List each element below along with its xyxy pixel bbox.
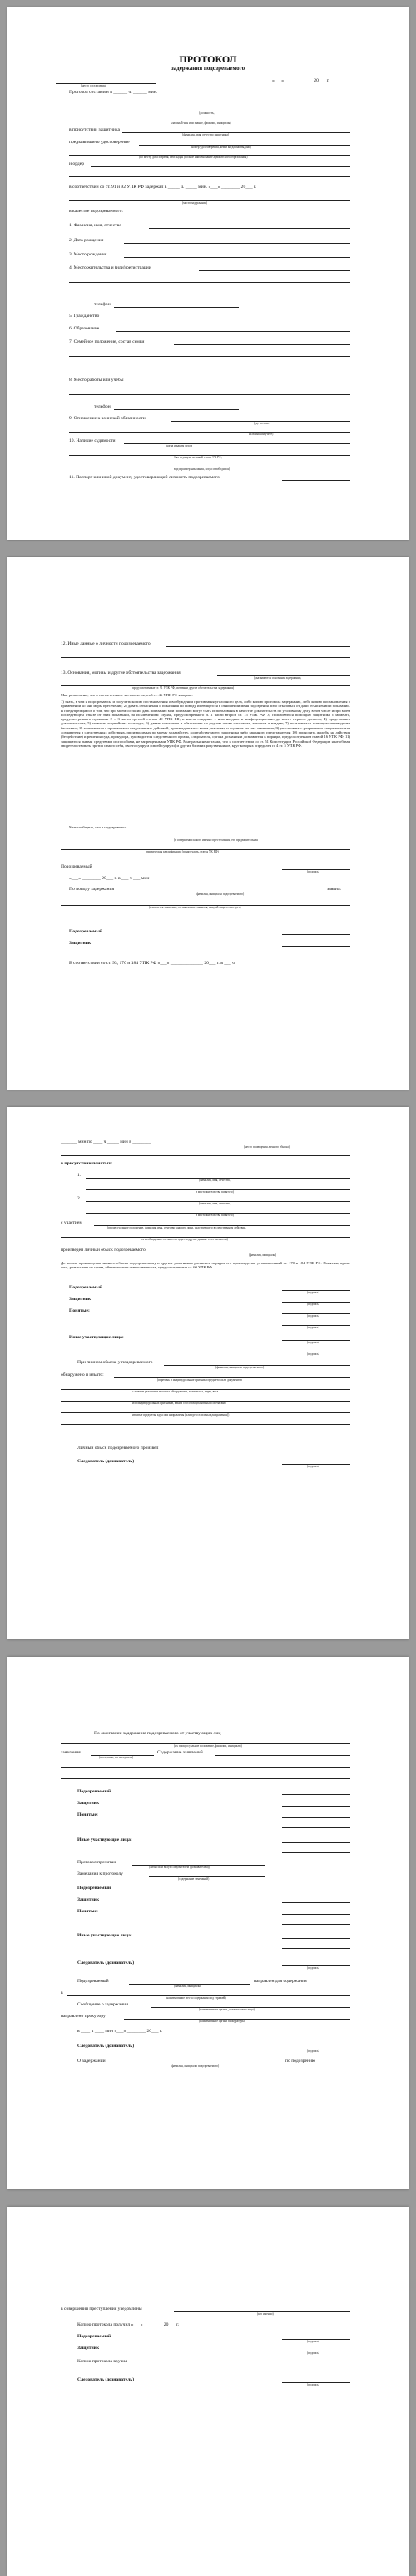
suspect-reason: Мне сообщено, что я подозреваюсь: [69, 825, 127, 829]
suspect-bold: Подозреваемый: [69, 929, 103, 934]
time-caption: (место задержания): [182, 201, 207, 205]
about-caption: (фамилия, инициалы подозреваемого): [171, 2064, 220, 2068]
witness-1-caption: (фамилия, имя, отчество,: [199, 1179, 231, 1182]
id-presented: предъявившего удостоверение: [69, 140, 130, 145]
p4-witnesses: Понятые:: [77, 1812, 98, 1817]
sig-other-2: (подпись): [307, 1352, 319, 1356]
rights-text: 1) знать, в чем я подозреваюсь, и получить копию постановления о возбуждении против меня уголовного дела, либо копию протокола задержания, либо копию постановления о применении ко мне меры пресечения; 2) давать объяснения и показания по поводу имеющегося в отношении меня подозрения либо отказаться от дачи объяснений и показаний. В предупреждаюсь о том, что при моем согласии дать показания мои показания могут быть использованы в качестве доказательств по уголовному делу, в том числе и при моем последующем отказе от этих показаний, за исключением случая, предусмотренного п. 1 части второй ст. 75 УПК РФ; 3) пользоваться помощью защитника с момента, предусмотренного пунктами 2 – 3 части третьей статьи 49 УПК РФ, и иметь свидание с ним наедине и конфиденциально до моего первого допроса; 4) представлять доказательства; 5) заявлять ходатайства и отводы; 6) давать показания и объяснения на родном языке или языке, которым я владею; 7) пользоваться помощью переводчика бесплатно; 8) знакомиться с протоколами следственных действий, произведенных с моим участием, и подавать на них замечания; 9) участвовать с разрешения следователя или дознавателя в следственных действиях, производимых по моему ходатайству, ходатайству моего защитника либо законного представителя; 10) приносить жалобы на действия (бездействие) и решения суда, прокурора, руководителя следственного органа, следователя, органа дознания и дознавателя в порядке, предусмотренном главой 16 УПК РФ; 11) защищаться иными средствами и способами, не запрещенными УПК РФ. Мне разъяснено также, что в соответствии со ст. 51 Конституции Российской Федерации я не обязан свидетельствовать против самого себя, своего супруга (своей супруги) и других близких родственников, круг которых определен п. 4 ст. 5 УПК РФ.: [61, 700, 350, 748]
statements-caption: (поступили, не поступили): [99, 1756, 134, 1759]
p4-suspect: Подозреваемый: [77, 1789, 111, 1794]
protocol-read-caption: (лично или вслух следователем (дознавателем)): [149, 1866, 210, 1869]
witness-2-caption: (фамилия, имя, отчество,: [199, 1202, 231, 1205]
place-caption: (место составления): [81, 84, 106, 87]
found-intro: При личном обыске у подозреваемого: [77, 1360, 153, 1365]
document-subtitle: задержания подозреваемого: [171, 65, 245, 72]
witnesses-label: Понятые:: [69, 1308, 90, 1313]
p4-defender: Защитник: [77, 1801, 100, 1806]
suspect-sign-label: Подозреваемый: [61, 864, 92, 869]
content-label: Содержание заявлений: [157, 1750, 203, 1755]
p4-sig-2: (подпись): [307, 2049, 319, 2053]
document-title: ПРОТОКОЛ: [179, 53, 237, 65]
found-caption-2: (перечень и индивидуальные признаки предметов или документов: [157, 1378, 242, 1382]
remarks-caption: (содержание замечаний): [178, 1877, 210, 1881]
defender-bold: Защитник: [69, 941, 92, 946]
defender-presence: в присутствии защитника: [69, 127, 121, 132]
found-label: обнаружено и изъято:: [61, 1372, 104, 1377]
item-13-caption-2: предусмотренные ст. 91 УПК РФ, мотивы и другие обстоятельства задержания): [132, 686, 235, 690]
search-caption: (фамилия, инициалы): [249, 1253, 277, 1257]
time-place-caption: (место проведения личного обыска): [244, 1145, 290, 1149]
copy-received: Копию протокола получил «___» ________ 20___ г.: [77, 2322, 180, 2327]
position-caption: (должность,: [199, 111, 215, 115]
suspect-caption-2: юридическая квалификация (пункт, часть, статья УК РФ): [146, 850, 219, 853]
p4-others-2: Иные участвующие лица:: [77, 1933, 132, 1938]
military-caption-1: (где состоит: [254, 422, 270, 425]
criminal-caption-2: был осужден, по какой статье УК РФ,: [174, 456, 222, 459]
field-full-name: 1. Фамилия, имя, отчество: [69, 223, 122, 228]
about-label: О задержании: [77, 2059, 106, 2064]
statement-caption: (фамилия, инициалы подозреваемого): [196, 892, 245, 896]
p4-investigator: Следователь (дознаватель): [77, 1960, 135, 1965]
search-end: Личный обыск подозреваемого произвел: [77, 1446, 159, 1451]
sig-investigator: (подпись): [307, 1465, 319, 1468]
suspect-caption: (в совершении какого именно преступления, его предварительная: [174, 838, 258, 842]
rights-intro: Мне разъяснены, что в соответствии с частью четвертой ст. 46 УПК РФ я вправе:: [61, 693, 194, 697]
remarks-label: Замечания к протоколу: [77, 1871, 123, 1876]
order-caption: (по месту, дата и время, кем выдан (полное наименование адвокатского образования): [139, 156, 248, 159]
p5-suspect: Подозреваемый: [77, 2334, 111, 2339]
item-13: 13. Основания, мотивы и другие обстоятельства задержания: [61, 670, 181, 675]
field-birth-place: 3. Место рождения: [69, 252, 107, 257]
page-3: [7, 1107, 409, 1639]
p5-sig-defender: (подпись): [307, 2351, 319, 2355]
field-phone-2: телефон: [94, 404, 111, 409]
sig-witness-2: (подпись): [307, 1326, 319, 1329]
sig-defender: (подпись): [307, 1303, 319, 1306]
protocol-read: Протокол прочитан: [77, 1860, 116, 1865]
statement-end: заявил:: [327, 887, 342, 892]
report-label: Сообщение о задержании: [77, 2002, 129, 2007]
order-label: и ордер: [69, 161, 85, 166]
p5-defender: Защитник: [77, 2346, 100, 2351]
page-5: [7, 2207, 409, 2576]
investigator-label: Следователь (дознаватель): [77, 1459, 135, 1464]
item-13-caption: (указываются основания задержания,: [254, 676, 302, 680]
about-end: по подозрению: [285, 2059, 316, 2064]
accordance-line-2: В соответствии со ст. 93, 170 и 184 УПК РФ «___» ______________ 20___ г. в ___ ч: [69, 961, 235, 966]
announce: По окончании задержания подозреваемого от участвующих лиц: [94, 1731, 221, 1736]
copy-given: Копию протокола вручил: [77, 2359, 128, 2364]
sig-suspect: (подпись): [307, 1291, 319, 1294]
sig-caption: (подпись): [307, 870, 319, 873]
page-2: [7, 557, 409, 1090]
found-caption-4: или индивидуальных признаков, каким способом упакованы и опечатаны: [132, 1402, 226, 1405]
notified-line: в совершении преступления уведомлены: [61, 2307, 142, 2311]
found-caption: (фамилия, инициалы подозреваемого): [215, 1366, 265, 1369]
rights-paragraph: До начала производства личного обыска подозреваемому и другим участникам разъяснен порядок его производства, установленный ст. 170 и 184 УПК РФ. Понятым, кроме того, разъяснены их права, обязанности и ответственность, предусмотренные ст. 60 УПК РФ.: [61, 1261, 350, 1270]
witness-1-caption-2: и место жительства понятого): [196, 1190, 234, 1194]
field-work: 8. Место работы или учебы: [69, 378, 124, 383]
date-line: «___» ____________ 20___ г.: [272, 78, 329, 83]
sig-witness-1: (подпись): [307, 1314, 319, 1318]
announce-caption: (их процессуальное положение, фамилии, инициалы): [174, 1744, 242, 1748]
field-phone-1: телефон: [94, 302, 111, 307]
search-text: произведен личный обыск подозреваемого: [61, 1248, 146, 1253]
in-caption: (наименование места содержания под стражей): [166, 1996, 226, 2000]
accordance-line: в соответствии со ст. 91 и 92 УПК РФ задержал в _____ ч. _____ мин. «___» ________ 20___ г.: [69, 185, 257, 190]
witness-2-caption-2: и место жительства понятого): [196, 1214, 234, 1217]
p5-sig-suspect: (подпись): [307, 2340, 319, 2343]
witnesses-title: в присутствии понятых:: [61, 1161, 113, 1166]
found-caption-3: с точным указанием места их обнаружения, количества, меры, веса: [132, 1390, 219, 1393]
suspect-label: Подозреваемый: [69, 1285, 103, 1290]
p4-investigator-2: Следователь (дознаватель): [77, 2044, 135, 2049]
field-military: 9. Отношение к воинской обязанности: [69, 416, 146, 421]
report-caption: (наименование органа, должностного лица): [199, 2008, 255, 2011]
page-1: [7, 7, 409, 540]
field-education: 6. Образование: [69, 326, 100, 331]
field-criminal: 10. Наличие судимости: [69, 438, 116, 443]
others-label: Иные участвующие лица:: [69, 1335, 124, 1340]
id-caption: (номер удостоверения, кем и когда оно выдано): [191, 146, 251, 149]
sent-text: направлен для содержания: [254, 1979, 307, 1984]
witness-1: 1.: [77, 1173, 82, 1178]
time-place-line: _______ мин по ____ ч _____ мин в ________: [61, 1140, 151, 1145]
sent-caption: (фамилия, инициалы): [174, 1985, 202, 1988]
prosecutor-label: направлено прокурору: [61, 2014, 106, 2019]
field-residence: 4. Место жительства и (или) регистрации: [69, 265, 151, 270]
found-caption-5: изъятые предметы, куда они направлены (или где оставлены для хранения)): [132, 1413, 230, 1417]
defender-label: Защитник: [69, 1297, 92, 1302]
statement-label: По поводу задержания: [69, 887, 115, 892]
page-4: [7, 1657, 409, 2189]
participant-caption-2: а в необходимых случаях его адрес и другие данные о его личности): [141, 1238, 228, 1241]
sig-other-1: (подпись): [307, 1341, 319, 1344]
date-small: «___» ________ 20___ г. в ___ ч ___ мин: [69, 876, 150, 881]
defender-caption: (фамилия, имя, отчество защитника): [182, 133, 230, 136]
p5-sig-investigator: (подпись): [307, 2383, 319, 2386]
p4-others: Иные участвующие лица:: [77, 1837, 132, 1842]
prosecutor-caption: (наименование органа прокуратуры): [199, 2020, 245, 2023]
p4-suspect-2: Подозреваемый: [77, 1886, 111, 1891]
p5-investigator: Следователь (дознаватель): [77, 2377, 135, 2382]
when-line: в ____ ч ____ мин «___» ________ 20___ г.: [77, 2029, 162, 2034]
as-suspect: в качестве подозреваемого:: [69, 209, 123, 214]
participant-label: с участием: [61, 1220, 82, 1225]
notified-caption: (кто именно): [257, 2312, 274, 2316]
criminal-caption-1: (когда и каким судом: [166, 444, 193, 447]
p4-witnesses-2: Понятые:: [77, 1909, 98, 1914]
participant-caption: (процессуальное положение, фамилия, имя, отчество каждого лица, участвующего в следственном действии,: [107, 1226, 247, 1229]
field-passport: 11. Паспорт или иной документ, удостоверяющий личность подозреваемого:: [69, 475, 221, 480]
in-label: в: [61, 1990, 63, 1995]
statement-caption-2: (излагается заявление, от заявления отказался, каждой свидетельствует): [149, 906, 241, 909]
witness-2: 2.: [77, 1196, 82, 1201]
field-family: 7. Семейное положение, состав семьи: [69, 339, 145, 344]
field-birth-date: 2. Дата рождения: [69, 238, 104, 243]
p4-defender-2: Защитник: [77, 1897, 100, 1902]
statements-label: заявления: [61, 1750, 81, 1755]
composed-at: Протокол составлен в ______ ч. ______ мин.: [69, 90, 158, 95]
military-caption-2: на воинском учете): [249, 433, 274, 436]
criminal-caption-3: вид и размер наказания, когда освободился): [174, 467, 230, 471]
field-citizenship: 5. Гражданство: [69, 314, 100, 319]
p4-sig: (подпись): [307, 1966, 319, 1970]
sent-label: Подозреваемый: [77, 1979, 109, 1984]
item-12: 12. Иные данные о личности подозреваемого:: [61, 641, 152, 646]
rank-caption: классный чин или звание, фамилия, инициалы): [171, 121, 231, 125]
